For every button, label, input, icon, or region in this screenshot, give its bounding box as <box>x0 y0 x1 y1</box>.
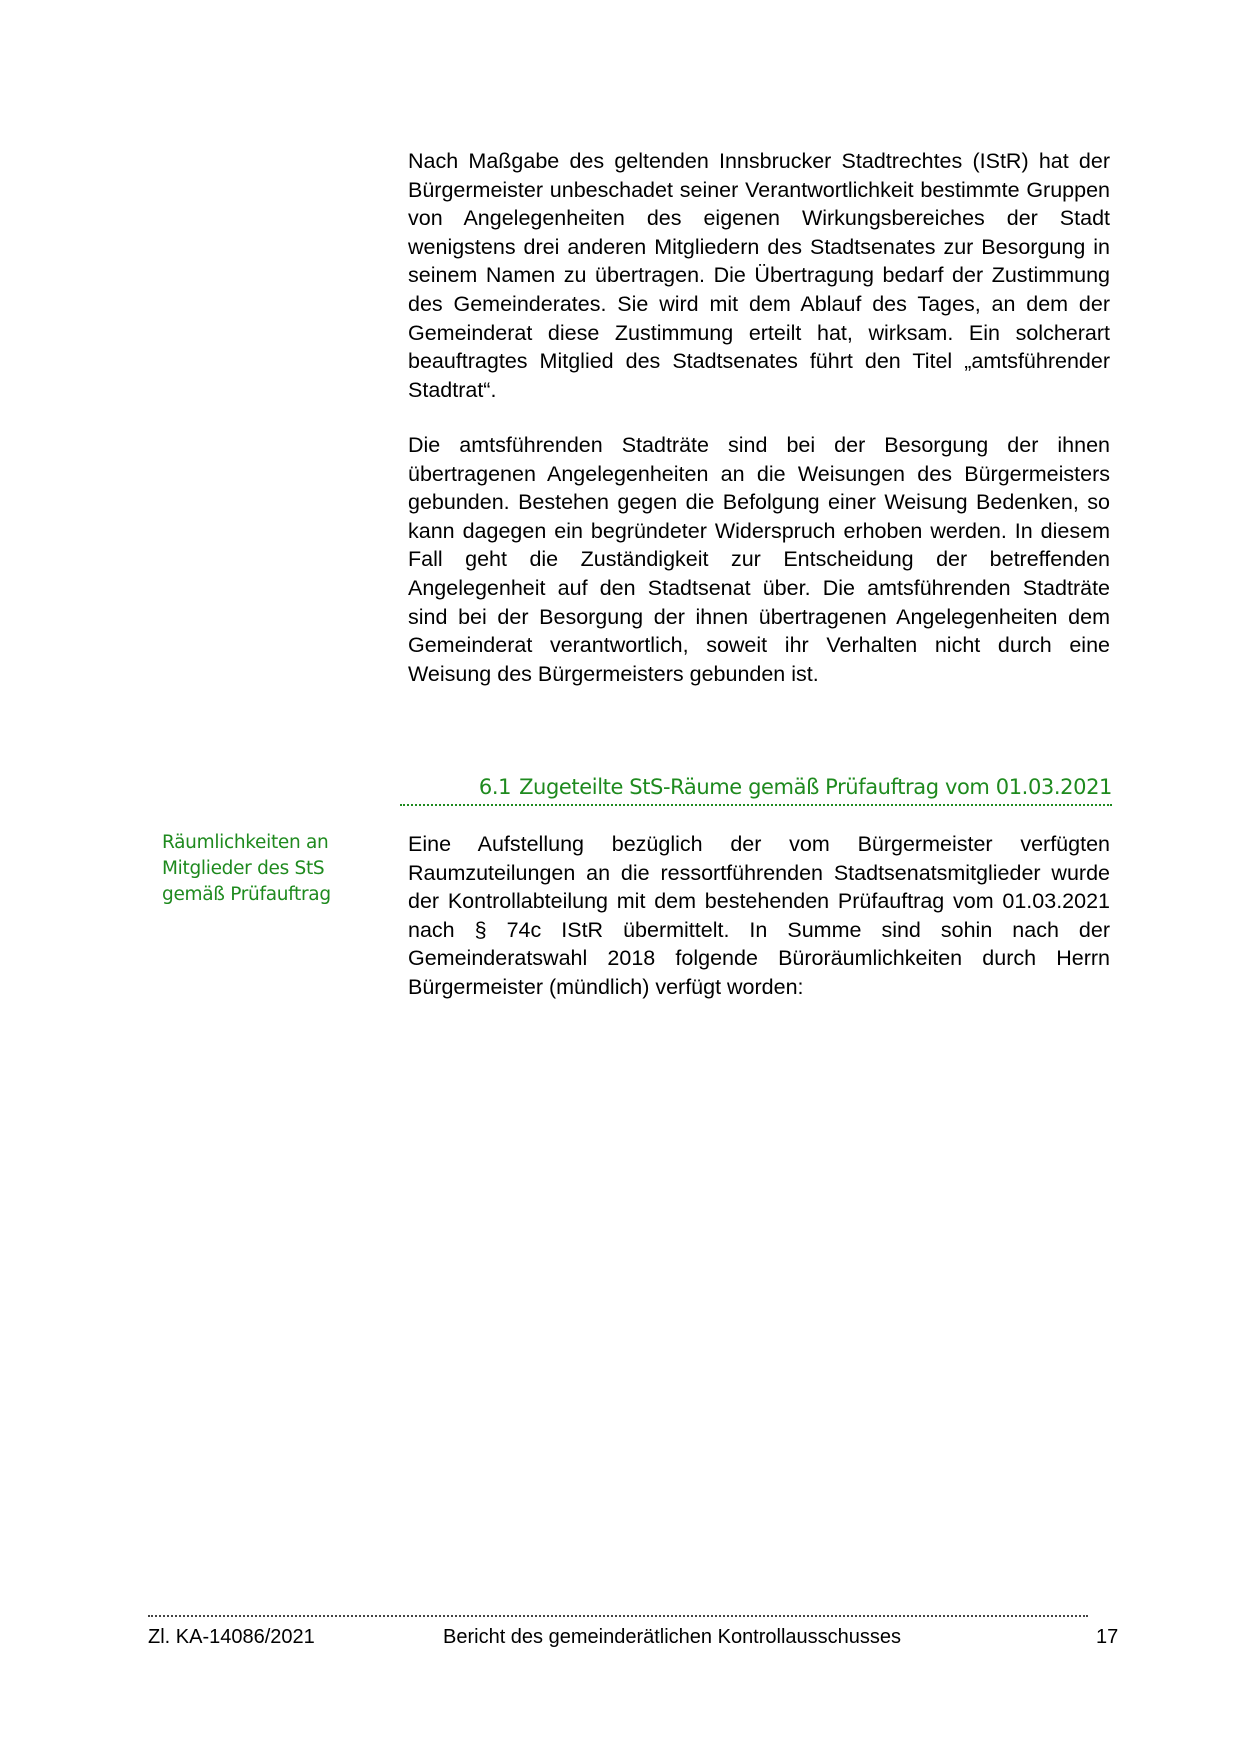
page-number: 17 <box>1096 1626 1119 1648</box>
margin-note-line: gemäß Prüfauftrag <box>162 884 331 905</box>
section-heading <box>400 772 1112 806</box>
section-number: 6.1 <box>478 775 512 799</box>
footer-title: Bericht des gemeinderätlichen Kontrollausschusses <box>443 1626 902 1648</box>
paragraph-text: Nach Maßgabe des geltenden Innsbrucker Stadtrechtes (IStR) hat der Bürgermeister unbeschadet seiner Verantwortlichkeit bestimmte Gruppen von Angelegenheiten des eigenen Wirkungsbereiches der Stadt wenigstens drei anderen Mitgliedern des Stadtsenates zur Besorgung in seinem Namen zu übertragen. Die Übertragung bedarf der Zustimmung des Gemeinderates. Sie wird mit dem Ablauf des Tages, an dem der Gemeinderat diese Zustimmung erteilt hat, wirksam. Ein solcherart beauftragtes Mitglied des Stadtsenates führt den Titel „amtsführender Stadtrat“. <box>408 149 1110 402</box>
margin-note-line: Räumlichkeiten an <box>162 832 329 853</box>
paragraph-text: Die amtsführenden Stadträte sind bei der Besorgung der ihnen übertragenen Angelegenheiten an die Weisungen des Bürgermeisters gebunden. Bestehen gegen die Befolgung einer Weisung Bedenken, so kann dagegen ein begründeter Widerspruch erhoben werden. In diesem Fall geht die Zuständigkeit zur Entscheidung der betreffenden Angelegenheit auf den Stadtsenat über. Die amtsführenden Stadträte sind bei der Besorgung der ihnen übertragenen Angelegenheiten dem Gemeinderat verantwortlich, soweit ihr Verhalten nicht durch eine Weisung des Bürgermeisters gebunden ist. <box>408 433 1110 686</box>
margin-note-line: Mitglieder des StS <box>162 858 325 879</box>
section-title: Zugeteilte StS-Räume gemäß Prüfauftrag vom 01.03.2021 <box>519 775 1112 799</box>
paragraph-stadtrecht <box>408 147 1110 404</box>
footer-reference: Zl. KA-14086/2021 <box>148 1626 315 1648</box>
paragraph-aufstellung <box>408 830 1110 1002</box>
paragraph-weisungen <box>408 431 1110 688</box>
footer-divider <box>148 1615 1088 1617</box>
margin-note <box>162 830 362 908</box>
paragraph-text: Eine Aufstellung bezüglich der vom Bürgermeister verfügten Raumzuteilungen an die ressortführenden Stadtsenatsmitglieder wurde der Kontrollabteilung mit dem bestehenden Prüfauftrag vom 01.03.2021 nach § 74c IStR übermittelt. In Summe sind sohin nach der Gemeinderatswahl 2018 folgende Büroräumlichkeiten durch Herrn Bürgermeister (mündlich) verfügt worden: <box>408 832 1110 999</box>
